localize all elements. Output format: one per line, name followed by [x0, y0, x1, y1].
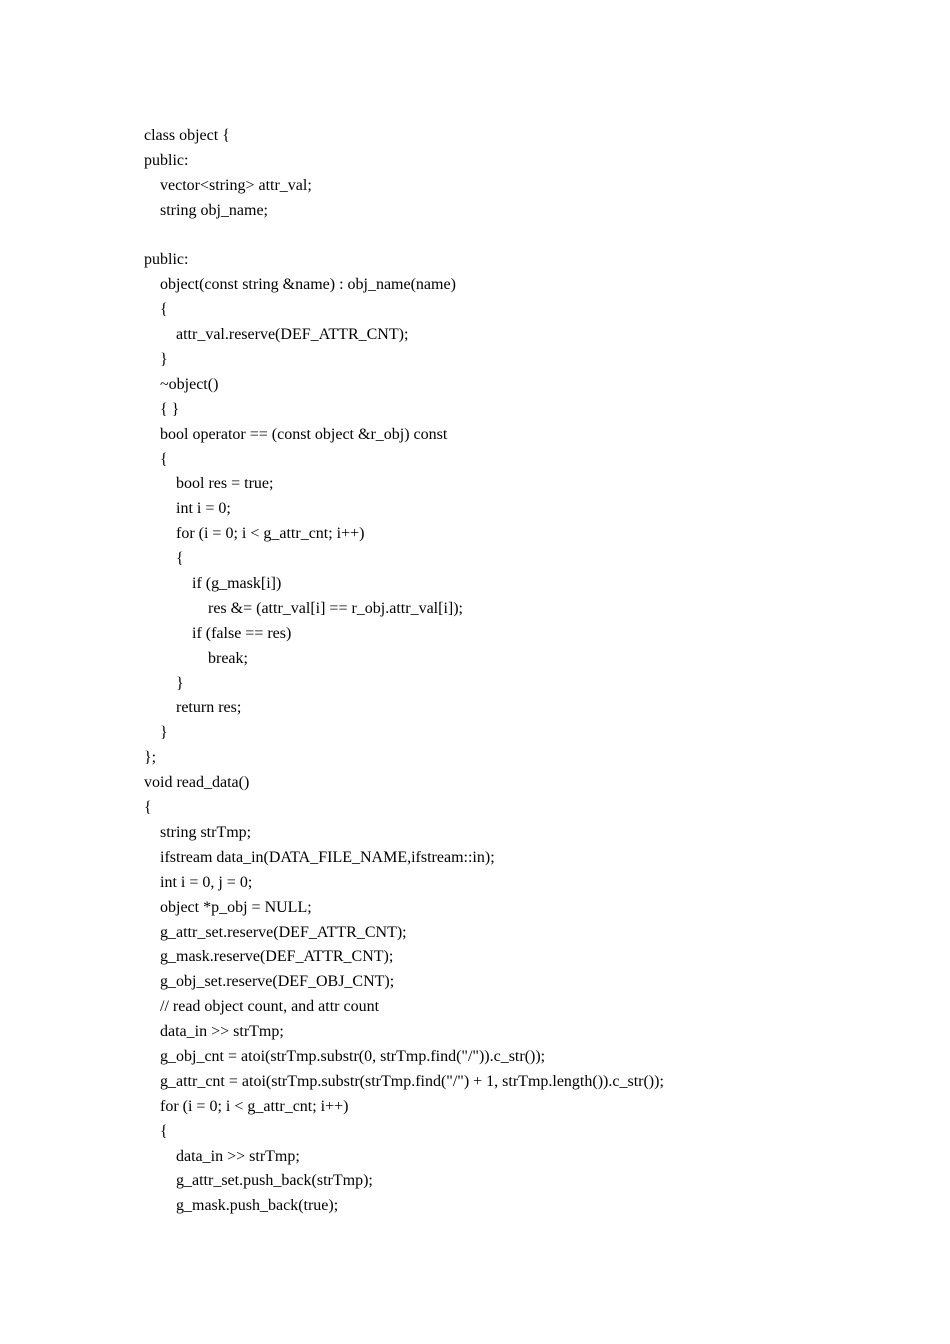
code-line: if (g_mask[i]) — [144, 575, 282, 593]
code-line: ifstream data_in(DATA_FILE_NAME,ifstream::in); — [144, 848, 495, 866]
code-line: { — [144, 301, 168, 319]
code-line: vector<string> attr_val; — [144, 176, 312, 194]
code-line: string strTmp; — [144, 823, 252, 841]
code-line: object *p_obj = NULL; — [144, 898, 312, 916]
code-line: res &= (attr_val[i] == r_obj.attr_val[i]); — [144, 599, 463, 617]
code-line: } — [144, 674, 184, 692]
code-line: g_attr_set.push_back(strTmp); — [144, 1172, 373, 1190]
code-line: class object { — [144, 127, 230, 144]
code-line: if (false == res) — [144, 624, 292, 642]
code-line: string obj_name; — [144, 201, 268, 219]
code-listing — [144, 124, 664, 1219]
code-line: { — [144, 1122, 168, 1140]
code-line: { — [144, 450, 168, 468]
code-line: void read_data() — [144, 774, 250, 792]
code-line: }; — [144, 749, 157, 767]
code-line: // read object count, and attr count — [144, 998, 380, 1016]
code-line: g_mask.push_back(true); — [144, 1197, 339, 1215]
code-line: data_in >> strTmp; — [144, 1147, 300, 1165]
code-line: bool res = true; — [144, 475, 274, 493]
code-line: return res; — [144, 699, 242, 717]
code-line: g_obj_cnt = atoi(strTmp.substr(0, strTmp.find("/")).c_str()); — [144, 1047, 546, 1065]
code-line: { — [144, 799, 152, 817]
code-line: object(const string &name) : obj_name(name) — [144, 276, 456, 294]
code-line: g_attr_set.reserve(DEF_ATTR_CNT); — [144, 923, 407, 941]
code-line: } — [144, 351, 168, 369]
code-line: attr_val.reserve(DEF_ATTR_CNT); — [144, 326, 409, 344]
code-line: int i = 0, j = 0; — [144, 873, 253, 891]
code-line: for (i = 0; i < g_attr_cnt; i++) — [144, 1097, 349, 1115]
code-line: { } — [144, 400, 180, 418]
code-line: for (i = 0; i < g_attr_cnt; i++) — [144, 525, 365, 543]
code-line: bool operator == (const object &r_obj) const — [144, 425, 448, 443]
code-line: data_in >> strTmp; — [144, 1023, 284, 1041]
code-line: ~object() — [144, 375, 219, 393]
code-line: g_obj_set.reserve(DEF_OBJ_CNT); — [144, 973, 395, 991]
code-line: break; — [144, 649, 248, 667]
code-line: { — [144, 550, 184, 568]
code-line: public: — [144, 151, 189, 169]
code-line: g_mask.reserve(DEF_ATTR_CNT); — [144, 948, 394, 966]
code-line: g_attr_cnt = atoi(strTmp.substr(strTmp.find("/") + 1, strTmp.length()).c_str()); — [144, 1072, 664, 1090]
code-line: public: — [144, 251, 189, 269]
code-line: } — [144, 724, 168, 742]
code-line — [144, 224, 664, 249]
code-line: int i = 0; — [144, 500, 231, 518]
